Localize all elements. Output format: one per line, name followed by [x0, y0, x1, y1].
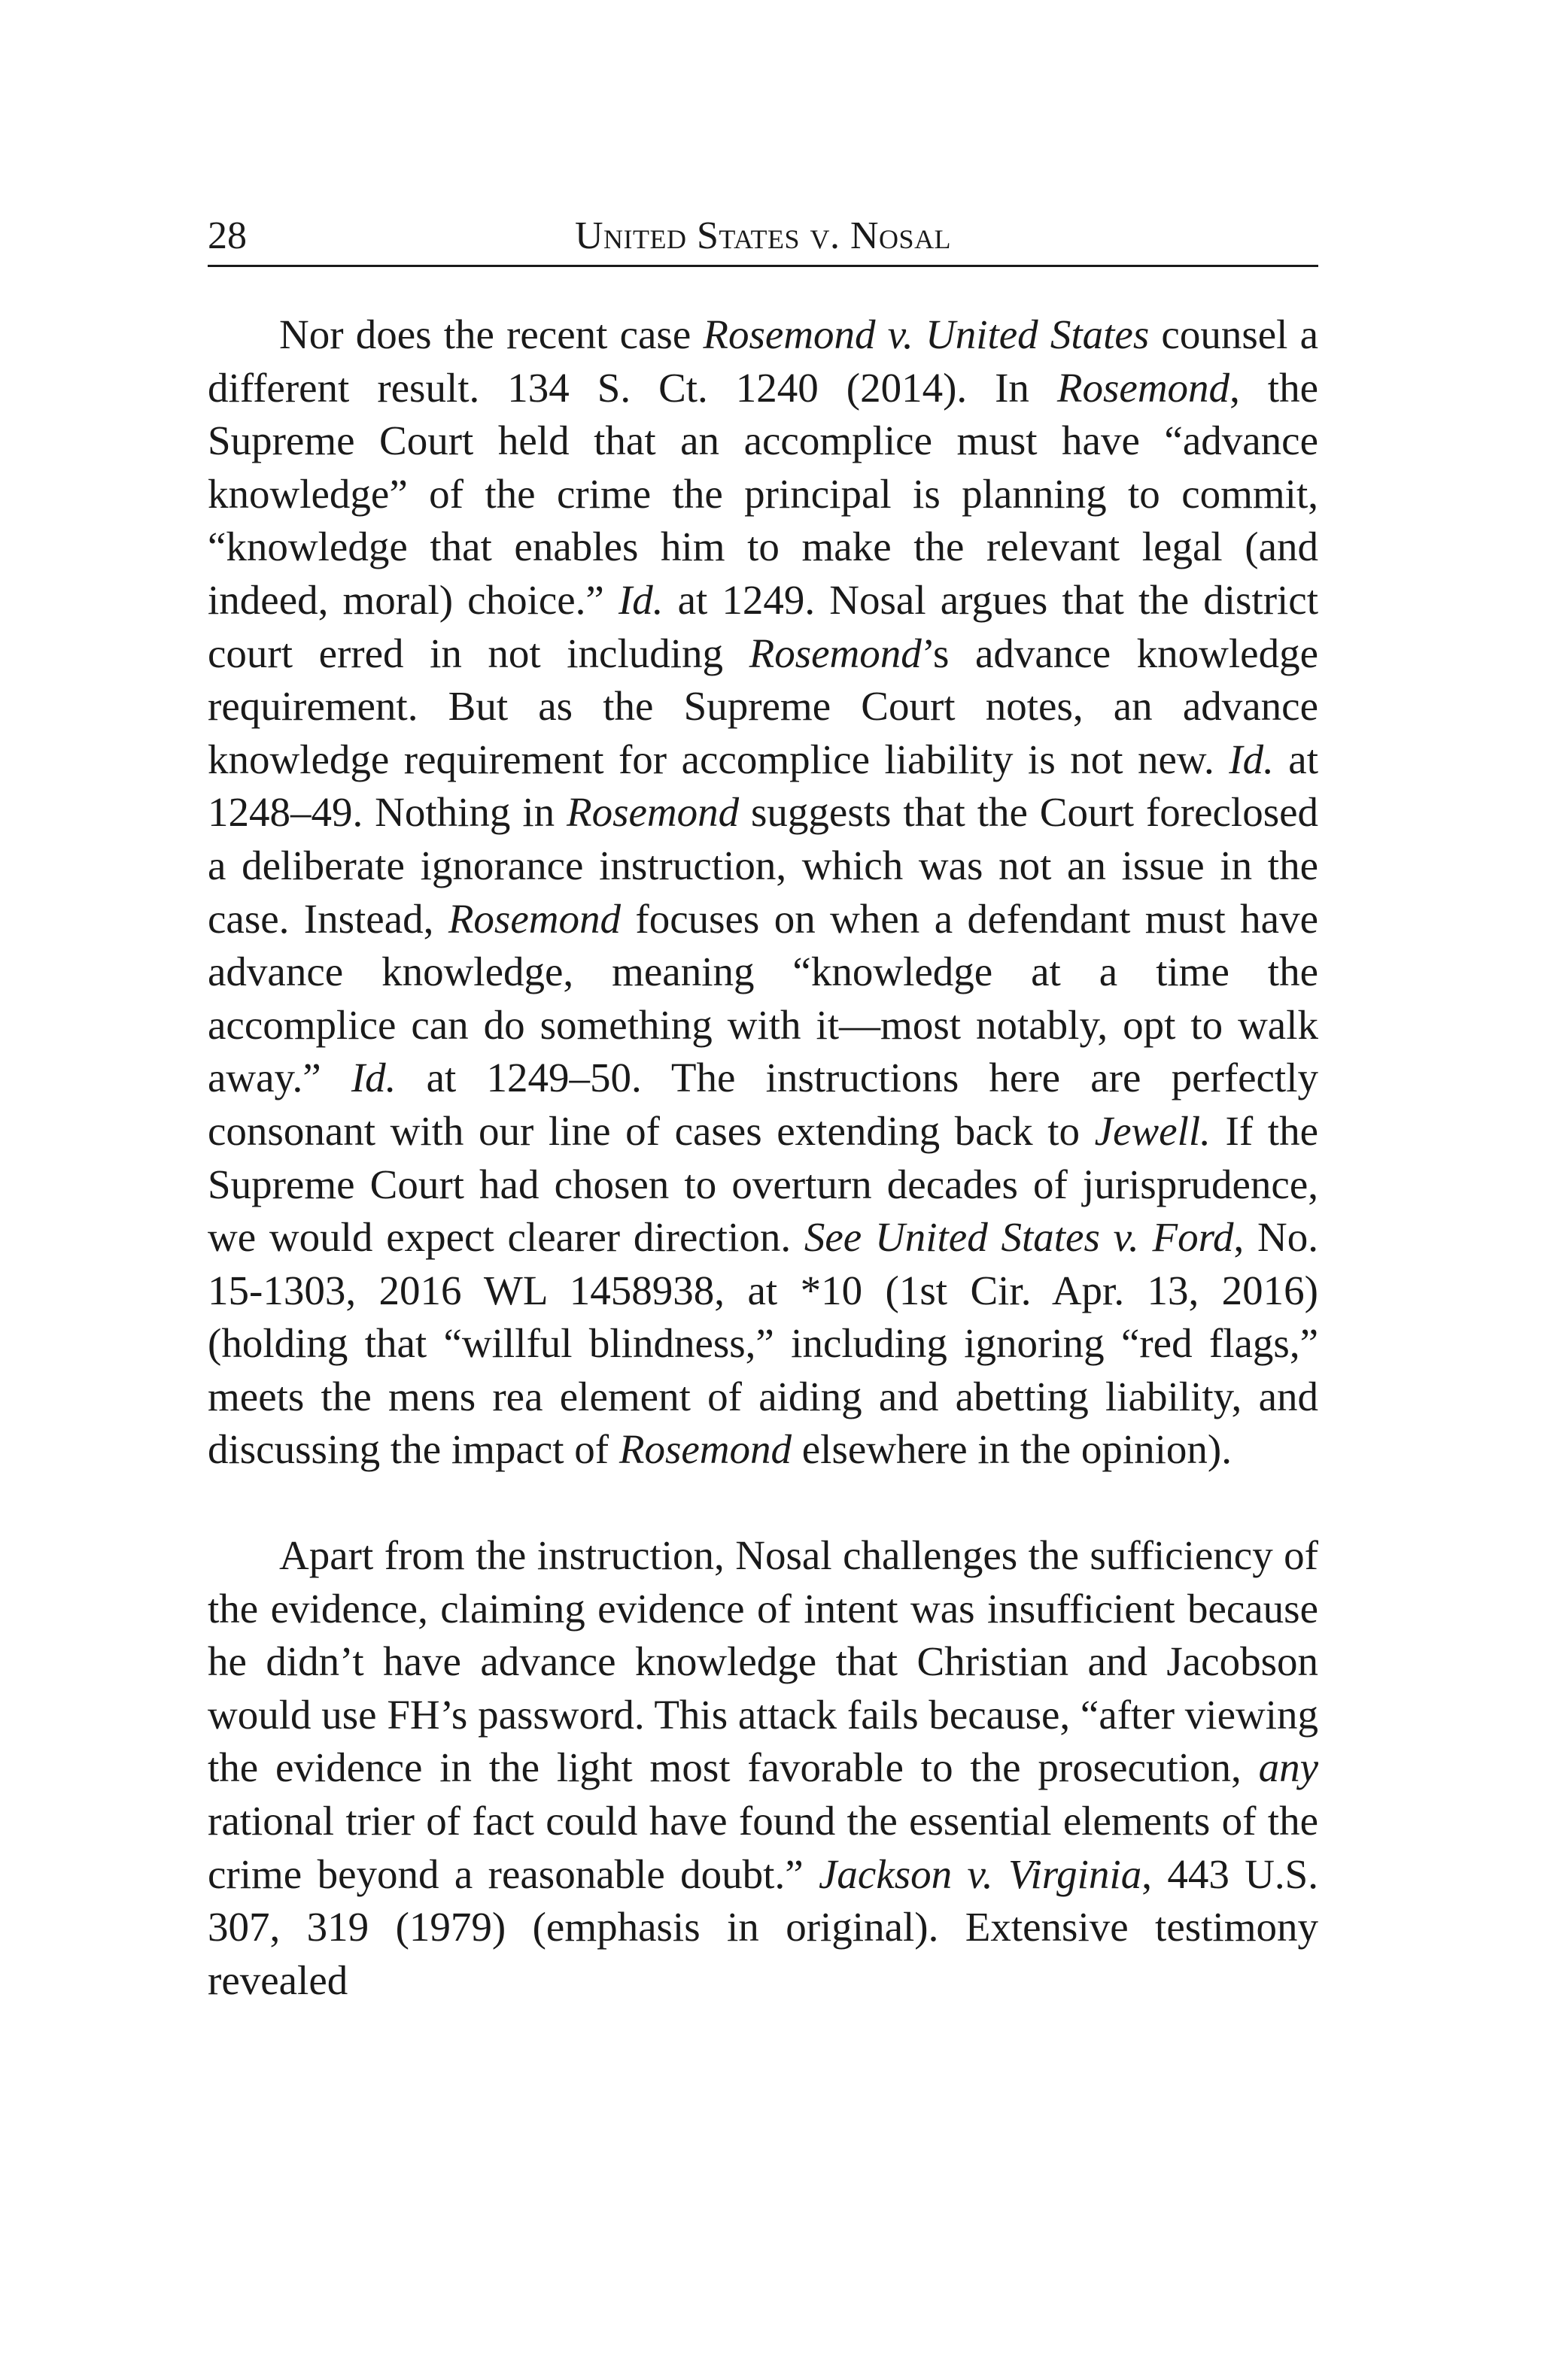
italic-citation: Jewell.: [1094, 1107, 1211, 1154]
text-run: rational trier of fact could have found the essential elements of the crime beyond a reasonable doubt.”: [208, 1798, 1318, 1897]
italic-citation: Rosemond: [448, 895, 621, 942]
italic-citation: any: [1258, 1744, 1318, 1791]
text-run: at 1249–50. The instructions here are perfectly consonant with our line of cases extending back to: [208, 1055, 1318, 1154]
italic-citation: Rosemond: [1056, 364, 1230, 411]
page-header: [208, 212, 1318, 267]
text-run: , 443 U.S. 307, 319 (1979) (emphasis in original). Extensive testimony revealed: [208, 1850, 1318, 2003]
text-run: suggests that the Court foreclosed a deliberate ignorance instruction, which was not an issue in the case. Instead,: [208, 789, 1319, 942]
text-run: Nor does the recent case: [279, 311, 704, 357]
text-run: If the Supreme Court had chosen to overturn decades of jurisprudence, we would expect clearer direction.: [208, 1107, 1318, 1261]
text-run: focuses on when a defendant must have advance knowledge, meaning “knowledge at a time the accomplice can do something with it—most notably, opt to walk away.”: [208, 895, 1319, 1101]
italic-citation: See United States v. Ford: [804, 1214, 1234, 1261]
running-head: United States v. Nosal: [574, 214, 952, 257]
page-number: 28: [208, 214, 247, 257]
italic-citation: Id.: [618, 576, 664, 623]
italic-citation: Jackson v. Virginia: [819, 1850, 1142, 1897]
text-run: at 1249. Nosal argues that the district court erred in not including: [208, 576, 1318, 676]
italic-citation: Rosemond: [619, 1426, 792, 1473]
text-run: , the Supreme Court held that an accomplice must have “advance knowledge” of the crime the principal is planning to commit, “knowledge that enables him to make the relevant legal (and indeed, moral) choice.”: [208, 364, 1318, 623]
text-run: ’s advance knowledge requirement. But as the Supreme Court notes, an advance knowledge requirement for accomplice liability is not new.: [208, 630, 1319, 782]
opinion-body: [208, 308, 1318, 2007]
paragraph: [208, 308, 1318, 1477]
italic-citation: Rosemond: [567, 789, 740, 836]
text-run: Apart from the instruction, Nosal challenges the sufficiency of the evidence, claiming evidence of intent was insufficient because he didn’t have advance knowledge that Christian and Jacobson would use FH’s password. This attack fails because, “after viewing the evidence in the light most favorable to the prosecution,: [208, 1532, 1318, 1791]
italic-citation: Rosemond v. United States: [703, 311, 1150, 357]
text-run: , No. 15-1303, 2016 WL 1458938, at *10 (1st Cir. Apr. 13, 2016) (holding that “willful blindness,” including ignoring “red flags,” meets the mens rea element of aiding and abetting liability, and discussing the impact of: [208, 1214, 1318, 1473]
text-run: elsewhere in the opinion).: [792, 1426, 1232, 1473]
text-run: at 1248–49. Nothing in: [208, 736, 1318, 836]
text-run: counsel a different result. 134 S. Ct. 1240 (2014). In: [208, 311, 1319, 411]
italic-citation: Id.: [351, 1055, 397, 1101]
paragraph: [208, 1529, 1318, 2007]
italic-citation: Rosemond: [749, 630, 922, 676]
italic-citation: Id.: [1229, 736, 1274, 782]
